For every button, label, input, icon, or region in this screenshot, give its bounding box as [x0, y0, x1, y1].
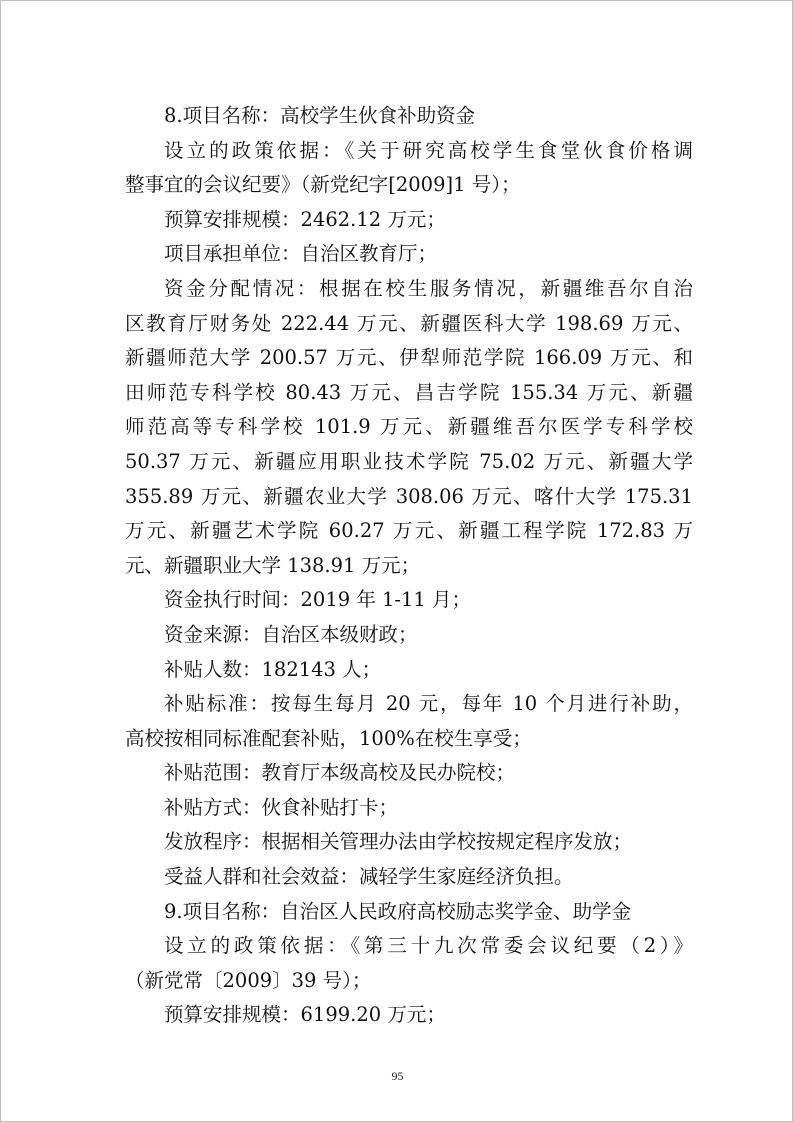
project-9-policy-basis-cont: （新党常〔2009〕39 号）；	[125, 968, 372, 992]
project-8-standard-cont: 高校按相同标准配套补贴，100%在校生享受；	[125, 726, 532, 750]
page-number: 95	[391, 1069, 404, 1083]
project-8-method: 补贴方式：伙食补贴打卡；	[164, 795, 399, 819]
project-8-allocation-cont: 田师范专科学校 80.43 万元、昌吉学院 155.34 万元、新疆	[125, 380, 693, 404]
project-8-allocation-cont: 区教育厅财务处 222.44 万元、新疆医科大学 198.69 万元、	[125, 311, 693, 335]
document-body	[125, 99, 693, 1033]
project-8-execution-time: 资金执行时间：2019 年 1-11 月；	[164, 588, 472, 612]
project-8-allocation-cont: 新疆师范大学 200.57 万元、伊犁师范学院 166.09 万元、和	[125, 346, 693, 370]
project-8-allocation-cont: 元、新疆职业大学 138.91 万元；	[125, 553, 421, 577]
project-8-allocation: 资金分配情况：根据在校生服务情况，新疆维吾尔自治	[164, 276, 693, 300]
project-9-title: 9.项目名称：自治区人民政府高校励志奖学金、助学金	[164, 899, 632, 923]
project-8-recipients: 补贴人数：182143 人；	[164, 657, 382, 681]
project-8-funding-source: 资金来源：自治区本级财政；	[164, 622, 418, 646]
project-8-standard: 补贴标准：按每生每月 20 元，每年 10 个月进行补助，	[164, 692, 693, 716]
project-8-allocation-cont: 师范高等专科学校 101.9 万元、新疆维吾尔医学专科学校	[125, 415, 693, 439]
project-8-unit: 项目承担单位：自治区教育厅；	[164, 242, 438, 266]
project-9-policy-basis: 设立的政策依据：《第三十九次常委会议纪要（2）》	[164, 934, 693, 958]
project-8-allocation-cont: 万元、新疆艺术学院 60.27 万元、新疆工程学院 172.83 万	[125, 519, 693, 543]
project-9-budget: 预算安排规模：6199.20 万元；	[164, 1003, 446, 1027]
project-8-allocation-cont: 355.89 万元、新疆农业大学 308.06 万元、喀什大学 175.31	[125, 484, 693, 508]
project-8-procedure: 发放程序：根据相关管理办法由学校按规定程序发放；	[164, 830, 633, 854]
project-8-budget: 预算安排规模：2462.12 万元；	[164, 207, 446, 231]
project-8-policy-basis: 设立的政策依据：《关于研究高校学生食堂伙食价格调	[164, 138, 693, 162]
project-8-benefit: 受益人群和社会效益：减轻学生家庭经济负担。	[164, 865, 574, 889]
project-8-title: 8.项目名称：高校学生伙食补助资金	[164, 104, 476, 127]
project-8-policy-basis-cont: 整事宜的会议纪要》（新党纪字[2009]1 号）；	[125, 173, 521, 197]
project-8-scope: 补贴范围：教育厅本级高校及民办院校；	[164, 761, 516, 785]
project-8-allocation-cont: 50.37 万元、新疆应用职业技术学院 75.02 万元、新疆大学	[125, 449, 693, 473]
